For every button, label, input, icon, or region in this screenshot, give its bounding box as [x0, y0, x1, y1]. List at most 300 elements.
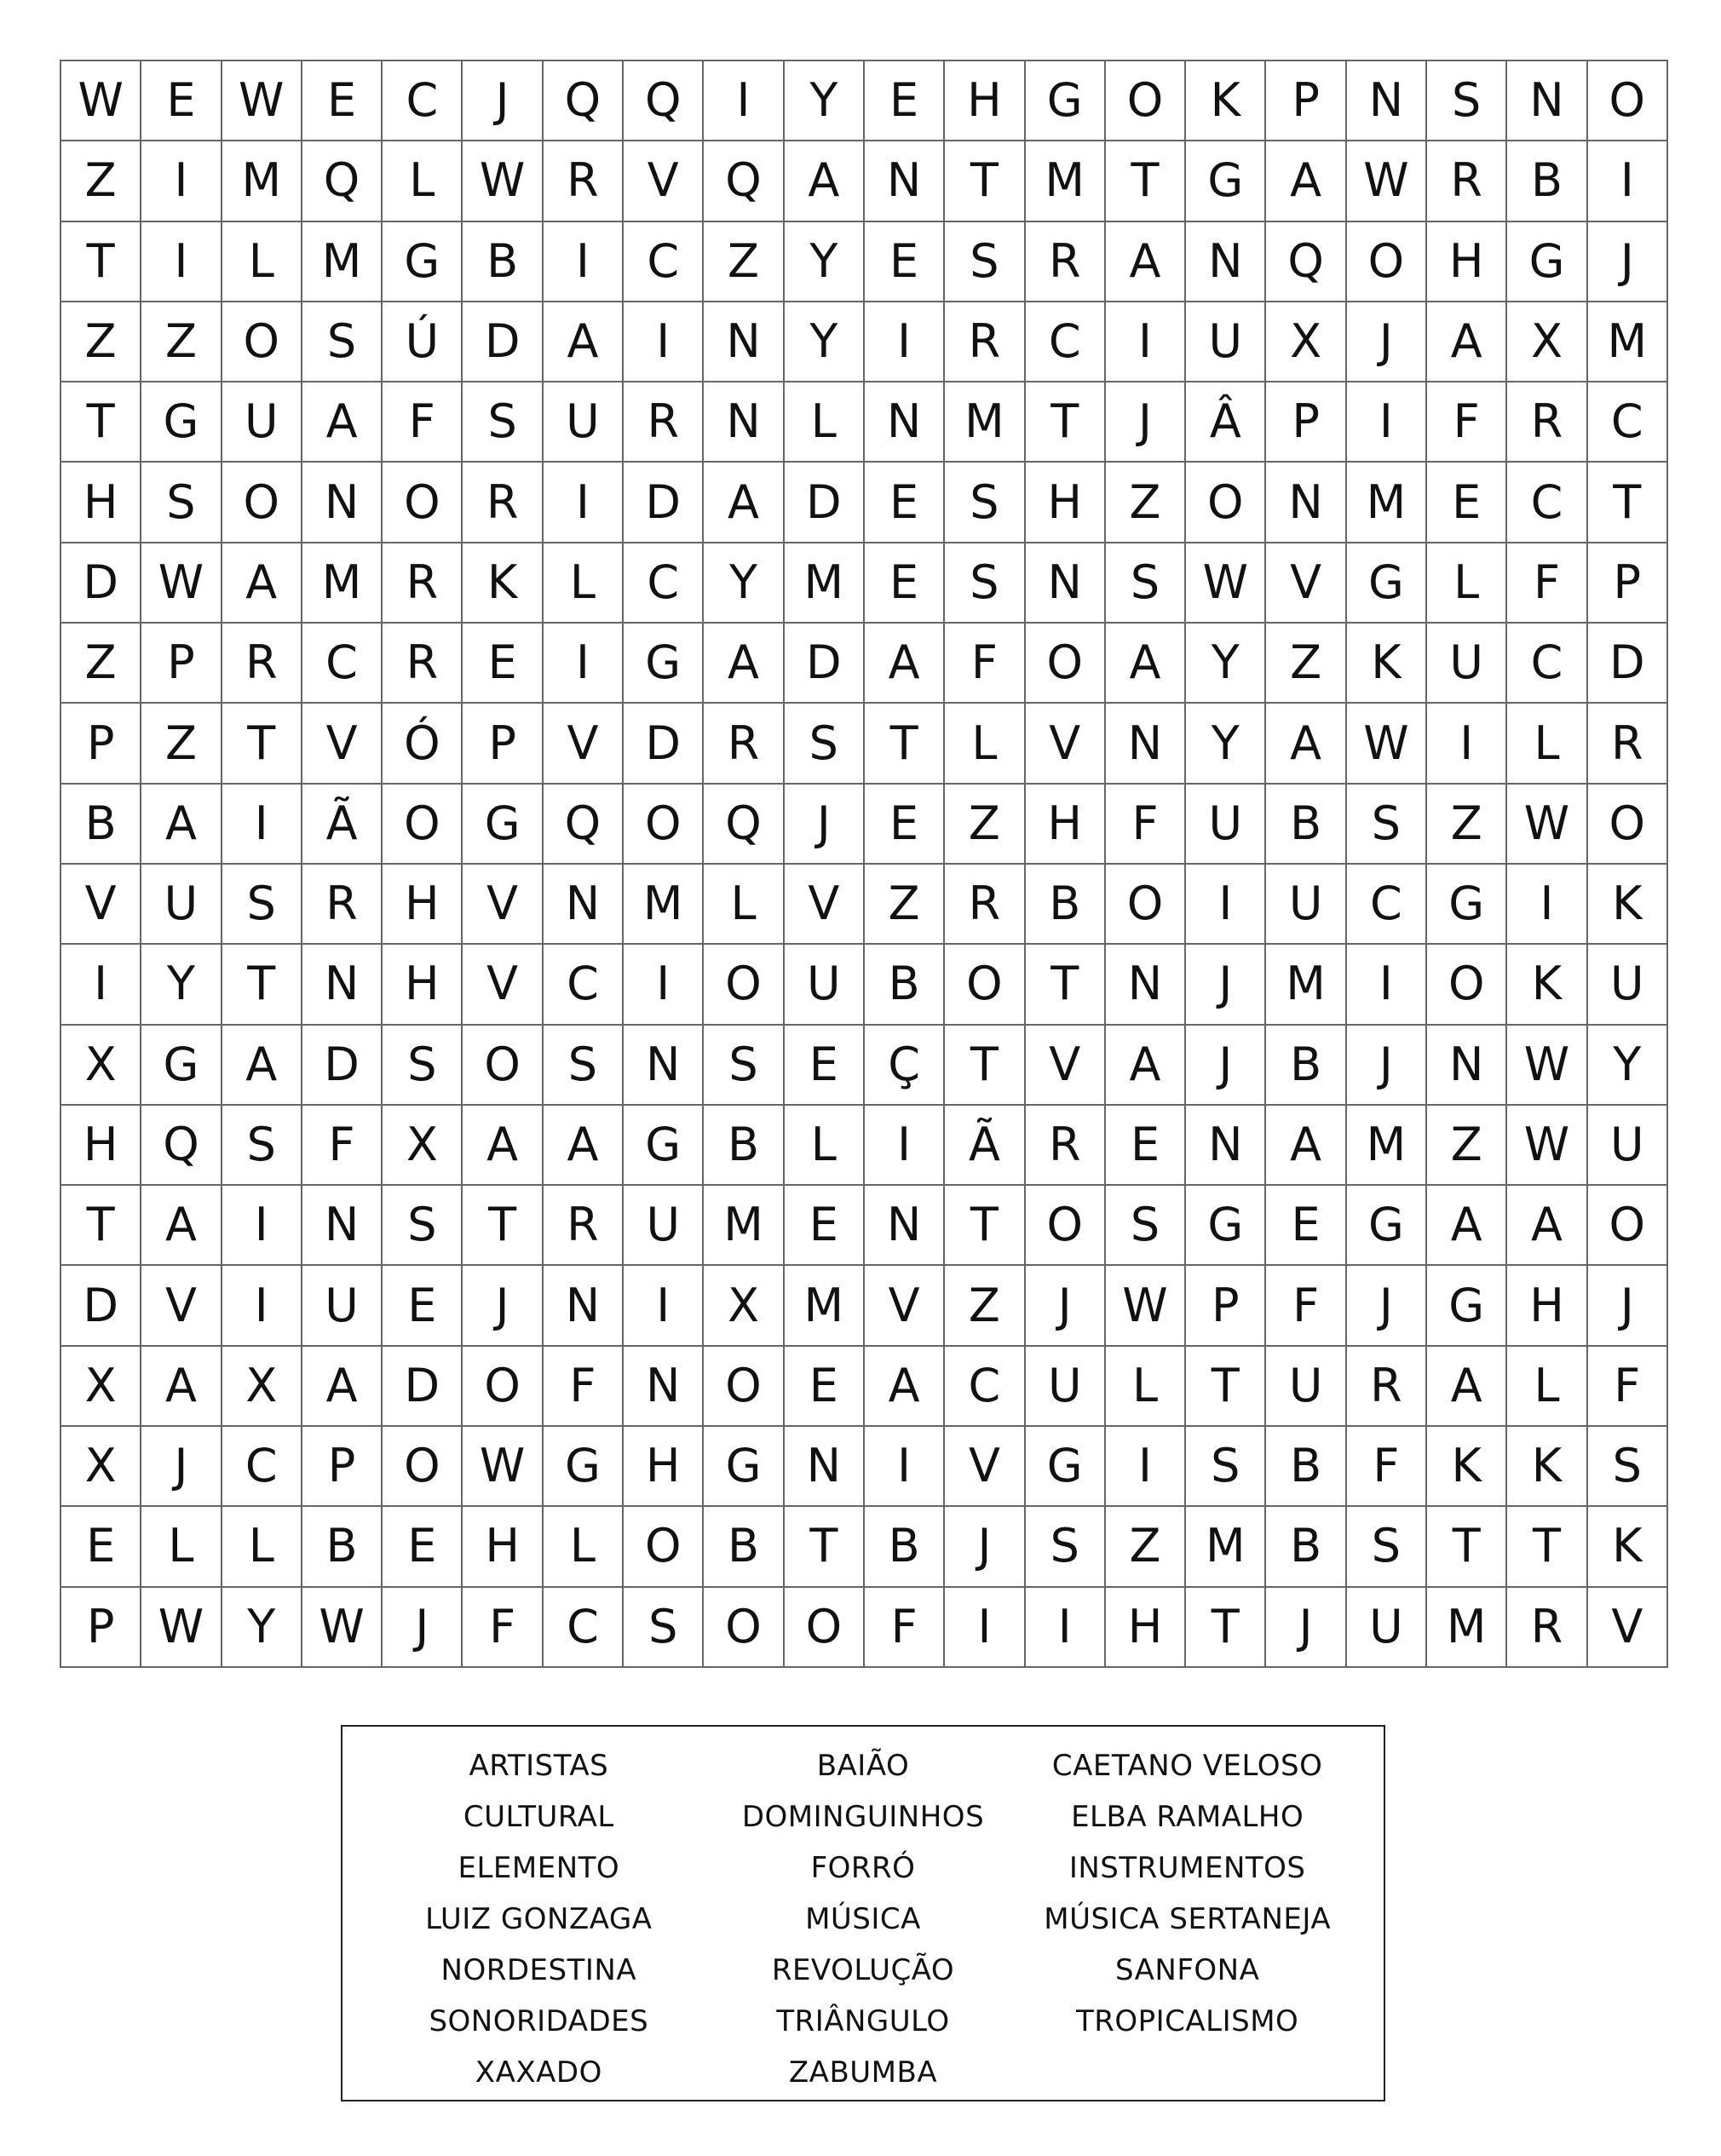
grid-cell[interactable]: I	[865, 1427, 945, 1507]
grid-cell[interactable]: S	[945, 222, 1025, 302]
grid-cell[interactable]: B	[1266, 1507, 1346, 1587]
grid-cell[interactable]: U	[1266, 865, 1346, 945]
grid-cell[interactable]: C	[1588, 382, 1668, 463]
grid-cell[interactable]: P	[302, 1427, 383, 1507]
grid-cell[interactable]: F	[302, 1106, 383, 1186]
grid-cell[interactable]: Z	[704, 222, 784, 302]
grid-cell[interactable]: O	[785, 1588, 865, 1668]
grid-cell[interactable]: A	[1427, 1186, 1507, 1266]
grid-cell[interactable]: I	[704, 61, 784, 141]
grid-cell[interactable]: I	[865, 302, 945, 382]
grid-cell[interactable]: W	[1507, 1106, 1587, 1186]
grid-cell[interactable]: X	[1266, 302, 1346, 382]
grid-cell[interactable]: S	[704, 1026, 784, 1106]
grid-cell[interactable]: G	[1026, 1427, 1106, 1507]
grid-cell[interactable]: S	[222, 865, 302, 945]
grid-cell[interactable]: S	[1186, 1427, 1266, 1507]
grid-cell[interactable]: J	[463, 1266, 543, 1346]
grid-cell[interactable]: H	[61, 1106, 141, 1186]
grid-cell[interactable]: G	[1026, 61, 1106, 141]
grid-cell[interactable]: G	[544, 1427, 624, 1507]
grid-cell[interactable]: I	[544, 222, 624, 302]
grid-cell[interactable]: R	[1026, 222, 1106, 302]
grid-cell[interactable]: W	[61, 61, 141, 141]
grid-cell[interactable]: I	[1106, 1427, 1186, 1507]
grid-cell[interactable]: G	[1347, 1186, 1427, 1266]
grid-cell[interactable]: R	[1588, 704, 1668, 784]
grid-cell[interactable]: A	[1266, 1106, 1346, 1186]
grid-cell[interactable]: E	[383, 1507, 463, 1587]
grid-cell[interactable]: N	[785, 1427, 865, 1507]
grid-cell[interactable]: I	[141, 222, 222, 302]
grid-cell[interactable]: G	[704, 1427, 784, 1507]
grid-cell[interactable]: T	[222, 945, 302, 1025]
grid-cell[interactable]: E	[865, 61, 945, 141]
grid-cell[interactable]: D	[463, 302, 543, 382]
grid-cell[interactable]: O	[1347, 222, 1427, 302]
grid-cell[interactable]: U	[1186, 302, 1266, 382]
grid-cell[interactable]: S	[383, 1026, 463, 1106]
grid-cell[interactable]: H	[1026, 785, 1106, 865]
grid-cell[interactable]: A	[222, 543, 302, 624]
grid-cell[interactable]: J	[141, 1427, 222, 1507]
grid-cell[interactable]: K	[1347, 624, 1427, 704]
grid-cell[interactable]: N	[865, 1186, 945, 1266]
grid-cell[interactable]: N	[1106, 704, 1186, 784]
grid-cell[interactable]: K	[1507, 945, 1587, 1025]
grid-cell[interactable]: R	[1507, 382, 1587, 463]
grid-cell[interactable]: D	[61, 543, 141, 624]
grid-cell[interactable]: Q	[302, 141, 383, 221]
grid-cell[interactable]: O	[945, 945, 1025, 1025]
grid-cell[interactable]: U	[1186, 785, 1266, 865]
grid-cell[interactable]: I	[865, 1106, 945, 1186]
grid-cell[interactable]: J	[1266, 1588, 1346, 1668]
grid-cell[interactable]: N	[302, 1186, 383, 1266]
grid-cell[interactable]: K	[1507, 1427, 1587, 1507]
grid-cell[interactable]: I	[544, 463, 624, 543]
grid-cell[interactable]: M	[1347, 1106, 1427, 1186]
grid-cell[interactable]: E	[865, 543, 945, 624]
grid-cell[interactable]: S	[945, 543, 1025, 624]
grid-cell[interactable]: I	[1186, 865, 1266, 945]
grid-cell[interactable]: Z	[1427, 785, 1507, 865]
grid-cell[interactable]: Z	[141, 704, 222, 784]
grid-cell[interactable]: T	[61, 222, 141, 302]
grid-cell[interactable]: Q	[624, 61, 704, 141]
grid-cell[interactable]: G	[463, 785, 543, 865]
grid-cell[interactable]: I	[544, 624, 624, 704]
grid-cell[interactable]: B	[1026, 865, 1106, 945]
grid-cell[interactable]: A	[865, 624, 945, 704]
grid-cell[interactable]: W	[1106, 1266, 1186, 1346]
grid-cell[interactable]: K	[1588, 865, 1668, 945]
grid-cell[interactable]: S	[141, 463, 222, 543]
grid-cell[interactable]: A	[1106, 624, 1186, 704]
grid-cell[interactable]: R	[1427, 141, 1507, 221]
grid-cell[interactable]: O	[1588, 1186, 1668, 1266]
grid-cell[interactable]: M	[1427, 1588, 1507, 1668]
grid-cell[interactable]: P	[61, 704, 141, 784]
grid-cell[interactable]: J	[463, 61, 543, 141]
grid-cell[interactable]: W	[141, 1588, 222, 1668]
grid-cell[interactable]: N	[302, 945, 383, 1025]
grid-cell[interactable]: E	[1427, 463, 1507, 543]
grid-cell[interactable]: O	[624, 1507, 704, 1587]
grid-cell[interactable]: L	[1507, 704, 1587, 784]
grid-cell[interactable]: C	[1507, 463, 1587, 543]
grid-cell[interactable]: H	[1427, 222, 1507, 302]
grid-cell[interactable]: X	[61, 1347, 141, 1427]
grid-cell[interactable]: M	[1026, 141, 1106, 221]
grid-cell[interactable]: T	[222, 704, 302, 784]
grid-cell[interactable]: J	[1347, 1026, 1427, 1106]
grid-cell[interactable]: V	[302, 704, 383, 784]
grid-cell[interactable]: O	[463, 1026, 543, 1106]
grid-cell[interactable]: O	[222, 302, 302, 382]
grid-cell[interactable]: F	[1507, 543, 1587, 624]
grid-cell[interactable]: V	[1588, 1588, 1668, 1668]
grid-cell[interactable]: N	[1427, 1026, 1507, 1106]
grid-cell[interactable]: E	[61, 1507, 141, 1587]
grid-cell[interactable]: S	[945, 463, 1025, 543]
grid-cell[interactable]: L	[704, 865, 784, 945]
grid-cell[interactable]: A	[704, 624, 784, 704]
grid-cell[interactable]: A	[1427, 1347, 1507, 1427]
grid-cell[interactable]: B	[704, 1507, 784, 1587]
grid-cell[interactable]: R	[704, 704, 784, 784]
grid-cell[interactable]: I	[1588, 141, 1668, 221]
grid-cell[interactable]: I	[141, 141, 222, 221]
grid-cell[interactable]: F	[1106, 785, 1186, 865]
grid-cell[interactable]: P	[463, 704, 543, 784]
grid-cell[interactable]: O	[1186, 463, 1266, 543]
grid-cell[interactable]: Y	[1186, 624, 1266, 704]
grid-cell[interactable]: E	[383, 1266, 463, 1346]
grid-cell[interactable]: H	[945, 61, 1025, 141]
grid-cell[interactable]: H	[624, 1427, 704, 1507]
grid-cell[interactable]: Z	[1106, 1507, 1186, 1587]
grid-cell[interactable]: T	[785, 1507, 865, 1587]
grid-cell[interactable]: R	[383, 624, 463, 704]
grid-cell[interactable]: I	[624, 302, 704, 382]
grid-cell[interactable]: O	[704, 1588, 784, 1668]
grid-cell[interactable]: D	[785, 624, 865, 704]
grid-cell[interactable]: Z	[1427, 1106, 1507, 1186]
grid-cell[interactable]: E	[1106, 1106, 1186, 1186]
grid-cell[interactable]: C	[222, 1427, 302, 1507]
grid-cell[interactable]: T	[463, 1186, 543, 1266]
grid-cell[interactable]: T	[1507, 1507, 1587, 1587]
grid-cell[interactable]: B	[1266, 1427, 1346, 1507]
grid-cell[interactable]: N	[544, 1266, 624, 1346]
grid-cell[interactable]: O	[704, 1347, 784, 1427]
grid-cell[interactable]: N	[544, 865, 624, 945]
grid-cell[interactable]: G	[1186, 141, 1266, 221]
grid-cell[interactable]: A	[544, 302, 624, 382]
grid-cell[interactable]: I	[1347, 945, 1427, 1025]
grid-cell[interactable]: P	[1266, 61, 1346, 141]
grid-cell[interactable]: G	[1507, 222, 1587, 302]
grid-cell[interactable]: S	[1106, 1186, 1186, 1266]
grid-cell[interactable]: N	[1507, 61, 1587, 141]
grid-cell[interactable]: Ú	[383, 302, 463, 382]
grid-cell[interactable]: O	[704, 945, 784, 1025]
grid-cell[interactable]: F	[383, 382, 463, 463]
grid-cell[interactable]: K	[1427, 1427, 1507, 1507]
grid-cell[interactable]: T	[1026, 382, 1106, 463]
grid-cell[interactable]: I	[624, 1266, 704, 1346]
grid-cell[interactable]: K	[1588, 1507, 1668, 1587]
grid-cell[interactable]: B	[865, 1507, 945, 1587]
grid-cell[interactable]: J	[1186, 1026, 1266, 1106]
grid-cell[interactable]: Q	[544, 61, 624, 141]
grid-cell[interactable]: E	[865, 785, 945, 865]
grid-cell[interactable]: U	[1026, 1347, 1106, 1427]
grid-cell[interactable]: V	[61, 865, 141, 945]
grid-cell[interactable]: P	[1266, 382, 1346, 463]
grid-cell[interactable]: L	[1106, 1347, 1186, 1427]
grid-cell[interactable]: Q	[1266, 222, 1346, 302]
grid-cell[interactable]: G	[1347, 543, 1427, 624]
grid-cell[interactable]: Z	[865, 865, 945, 945]
grid-cell[interactable]: C	[1507, 624, 1587, 704]
grid-cell[interactable]: B	[704, 1106, 784, 1186]
grid-cell[interactable]: L	[383, 141, 463, 221]
grid-cell[interactable]: Z	[61, 302, 141, 382]
grid-cell[interactable]: B	[1507, 141, 1587, 221]
grid-cell[interactable]: M	[1588, 302, 1668, 382]
grid-cell[interactable]: W	[1347, 141, 1427, 221]
grid-cell[interactable]: P	[141, 624, 222, 704]
grid-cell[interactable]: A	[1106, 222, 1186, 302]
grid-cell[interactable]: O	[222, 463, 302, 543]
grid-cell[interactable]: T	[945, 1186, 1025, 1266]
grid-cell[interactable]: J	[1106, 382, 1186, 463]
grid-cell[interactable]: I	[61, 945, 141, 1025]
grid-cell[interactable]: T	[865, 704, 945, 784]
grid-cell[interactable]: C	[544, 945, 624, 1025]
grid-cell[interactable]: S	[785, 704, 865, 784]
grid-cell[interactable]: D	[302, 1026, 383, 1106]
grid-cell[interactable]: A	[1427, 302, 1507, 382]
grid-cell[interactable]: H	[1507, 1266, 1587, 1346]
grid-cell[interactable]: M	[785, 1266, 865, 1346]
grid-cell[interactable]: F	[1347, 1427, 1427, 1507]
grid-cell[interactable]: N	[302, 463, 383, 543]
grid-cell[interactable]: C	[544, 1588, 624, 1668]
grid-cell[interactable]: D	[624, 704, 704, 784]
grid-cell[interactable]: U	[624, 1186, 704, 1266]
grid-cell[interactable]: H	[1026, 463, 1106, 543]
grid-cell[interactable]: G	[1186, 1186, 1266, 1266]
grid-cell[interactable]: X	[61, 1427, 141, 1507]
grid-cell[interactable]: N	[704, 382, 784, 463]
grid-cell[interactable]: Z	[945, 785, 1025, 865]
grid-cell[interactable]: A	[704, 463, 784, 543]
grid-cell[interactable]: S	[463, 382, 543, 463]
grid-cell[interactable]: O	[463, 1347, 543, 1427]
grid-cell[interactable]: W	[141, 543, 222, 624]
grid-cell[interactable]: Ç	[865, 1026, 945, 1106]
grid-cell[interactable]: Q	[704, 785, 784, 865]
grid-cell[interactable]: T	[945, 141, 1025, 221]
grid-cell[interactable]: J	[1186, 945, 1266, 1025]
grid-cell[interactable]: J	[785, 785, 865, 865]
grid-cell[interactable]: V	[785, 865, 865, 945]
grid-cell[interactable]: E	[463, 624, 543, 704]
grid-cell[interactable]: M	[302, 543, 383, 624]
grid-cell[interactable]: A	[865, 1347, 945, 1427]
grid-cell[interactable]: S	[383, 1186, 463, 1266]
grid-cell[interactable]: H	[383, 945, 463, 1025]
grid-cell[interactable]: Ã	[945, 1106, 1025, 1186]
grid-cell[interactable]: R	[463, 463, 543, 543]
grid-cell[interactable]: Q	[544, 785, 624, 865]
grid-cell[interactable]: L	[222, 1507, 302, 1587]
grid-cell[interactable]: F	[1266, 1266, 1346, 1346]
grid-cell[interactable]: W	[1507, 1026, 1587, 1106]
grid-cell[interactable]: Z	[61, 624, 141, 704]
grid-cell[interactable]: M	[1186, 1507, 1266, 1587]
grid-cell[interactable]: F	[945, 624, 1025, 704]
grid-cell[interactable]: H	[61, 463, 141, 543]
grid-cell[interactable]: R	[383, 543, 463, 624]
grid-cell[interactable]: O	[1106, 865, 1186, 945]
grid-cell[interactable]: R	[624, 382, 704, 463]
grid-cell[interactable]: I	[1427, 704, 1507, 784]
grid-cell[interactable]: Y	[141, 945, 222, 1025]
grid-cell[interactable]: G	[624, 1106, 704, 1186]
grid-cell[interactable]: C	[383, 61, 463, 141]
grid-cell[interactable]: F	[1427, 382, 1507, 463]
grid-cell[interactable]: D	[61, 1266, 141, 1346]
grid-cell[interactable]: S	[1427, 61, 1507, 141]
grid-cell[interactable]: V	[463, 945, 543, 1025]
grid-cell[interactable]: W	[463, 1427, 543, 1507]
grid-cell[interactable]: I	[1507, 865, 1587, 945]
grid-cell[interactable]: Q	[704, 141, 784, 221]
grid-cell[interactable]: S	[302, 302, 383, 382]
grid-cell[interactable]: R	[302, 865, 383, 945]
grid-cell[interactable]: B	[1266, 1026, 1346, 1106]
grid-cell[interactable]: A	[141, 1186, 222, 1266]
grid-cell[interactable]: U	[1588, 945, 1668, 1025]
grid-cell[interactable]: B	[463, 222, 543, 302]
grid-cell[interactable]: S	[544, 1026, 624, 1106]
grid-cell[interactable]: V	[544, 704, 624, 784]
grid-cell[interactable]: T	[945, 1026, 1025, 1106]
grid-cell[interactable]: L	[1427, 543, 1507, 624]
grid-cell[interactable]: P	[1588, 543, 1668, 624]
grid-cell[interactable]: N	[624, 1347, 704, 1427]
grid-cell[interactable]: M	[302, 222, 383, 302]
grid-cell[interactable]: G	[1427, 865, 1507, 945]
grid-cell[interactable]: I	[1106, 302, 1186, 382]
grid-cell[interactable]: R	[1347, 1347, 1427, 1427]
grid-cell[interactable]: C	[624, 543, 704, 624]
grid-cell[interactable]: D	[624, 463, 704, 543]
grid-cell[interactable]: L	[544, 543, 624, 624]
grid-cell[interactable]: O	[1427, 945, 1507, 1025]
grid-cell[interactable]: T	[1186, 1347, 1266, 1427]
grid-cell[interactable]: A	[141, 1347, 222, 1427]
grid-cell[interactable]: N	[704, 302, 784, 382]
grid-cell[interactable]: X	[1507, 302, 1587, 382]
grid-cell[interactable]: U	[141, 865, 222, 945]
grid-cell[interactable]: D	[1588, 624, 1668, 704]
grid-cell[interactable]: J	[1588, 1266, 1668, 1346]
grid-cell[interactable]: E	[865, 222, 945, 302]
grid-cell[interactable]: C	[624, 222, 704, 302]
grid-cell[interactable]: R	[945, 302, 1025, 382]
grid-cell[interactable]: W	[222, 61, 302, 141]
grid-cell[interactable]: S	[222, 1106, 302, 1186]
grid-cell[interactable]: X	[222, 1347, 302, 1427]
grid-cell[interactable]: E	[865, 463, 945, 543]
grid-cell[interactable]: A	[1106, 1026, 1186, 1106]
grid-cell[interactable]: C	[1026, 302, 1106, 382]
grid-cell[interactable]: Z	[1106, 463, 1186, 543]
grid-cell[interactable]: I	[222, 1186, 302, 1266]
grid-cell[interactable]: G	[141, 382, 222, 463]
grid-cell[interactable]: I	[1347, 382, 1427, 463]
grid-cell[interactable]: C	[945, 1347, 1025, 1427]
grid-cell[interactable]: Y	[1588, 1026, 1668, 1106]
grid-cell[interactable]: A	[302, 382, 383, 463]
grid-cell[interactable]: N	[865, 141, 945, 221]
grid-cell[interactable]: Z	[945, 1266, 1025, 1346]
grid-cell[interactable]: T	[1186, 1588, 1266, 1668]
grid-cell[interactable]: E	[141, 61, 222, 141]
grid-cell[interactable]: I	[222, 785, 302, 865]
grid-cell[interactable]: J	[1026, 1266, 1106, 1346]
grid-cell[interactable]: T	[1427, 1507, 1507, 1587]
grid-cell[interactable]: J	[1347, 302, 1427, 382]
grid-cell[interactable]: M	[1347, 463, 1427, 543]
grid-cell[interactable]: V	[1266, 543, 1346, 624]
grid-cell[interactable]: E	[785, 1347, 865, 1427]
grid-cell[interactable]: P	[61, 1588, 141, 1668]
grid-cell[interactable]: L	[945, 704, 1025, 784]
grid-cell[interactable]: T	[1106, 141, 1186, 221]
grid-cell[interactable]: A	[141, 785, 222, 865]
grid-cell[interactable]: U	[1427, 624, 1507, 704]
grid-cell[interactable]: W	[302, 1588, 383, 1668]
grid-cell[interactable]: H	[463, 1507, 543, 1587]
grid-cell[interactable]: W	[1186, 543, 1266, 624]
grid-cell[interactable]: J	[1347, 1266, 1427, 1346]
grid-cell[interactable]: Ó	[383, 704, 463, 784]
grid-cell[interactable]: N	[865, 382, 945, 463]
grid-cell[interactable]: M	[945, 382, 1025, 463]
grid-cell[interactable]: M	[222, 141, 302, 221]
grid-cell[interactable]: B	[865, 945, 945, 1025]
grid-cell[interactable]: Ã	[302, 785, 383, 865]
grid-cell[interactable]: W	[1347, 704, 1427, 784]
grid-cell[interactable]: V	[1026, 704, 1106, 784]
grid-cell[interactable]: T	[1026, 945, 1106, 1025]
grid-cell[interactable]: J	[945, 1507, 1025, 1587]
grid-cell[interactable]: V	[463, 865, 543, 945]
grid-cell[interactable]: S	[1347, 1507, 1427, 1587]
grid-cell[interactable]: X	[704, 1266, 784, 1346]
grid-cell[interactable]: Y	[1186, 704, 1266, 784]
grid-cell[interactable]: M	[1266, 945, 1346, 1025]
grid-cell[interactable]: F	[463, 1588, 543, 1668]
grid-cell[interactable]: C	[1347, 865, 1427, 945]
grid-cell[interactable]: B	[1266, 785, 1346, 865]
